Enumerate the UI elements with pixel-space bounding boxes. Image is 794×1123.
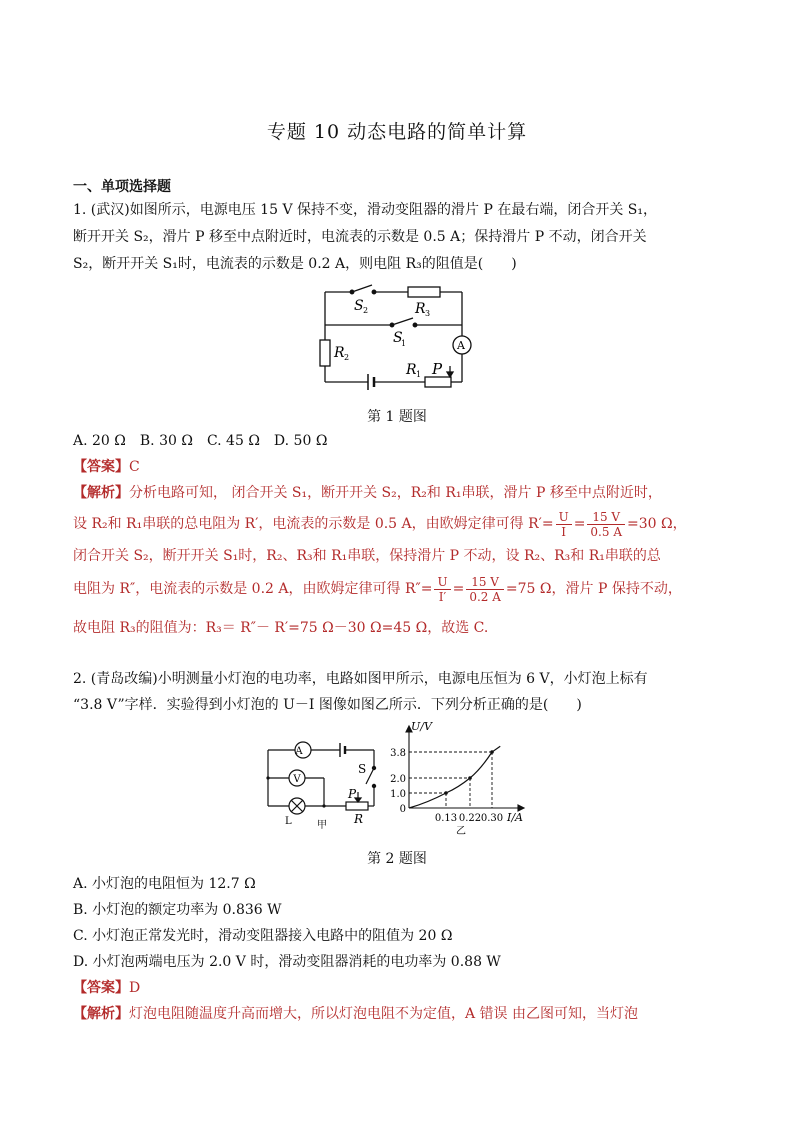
q1-analysis-line-2: 设 R₂和 R₁串联的总电阻为 R′，电流表的示数是 0.5 A，由欧姆定律可得 R′= $\frac{U}{I}$ = $\frac{15 V}{0.5 A}$ =30 Ω， xyxy=(73,509,687,539)
q1-fraction-values xyxy=(587,510,625,539)
q1-analysis-line-3: 闭合开关 S₂，断开开关 S₁时，R₂、R₃和 R₁串联，保持滑片 P 不动，设 R₂、R₃和 R₁串联的总 xyxy=(73,548,661,564)
q2-ammeter-label: A xyxy=(295,746,303,757)
q1-line-2: 断开开关 S₂，滑片 P 移至中点附近时，电流表的示数是 0.5 A；保持滑片 P 不动，闭合开关 xyxy=(73,229,647,245)
q2-lamp-label: L xyxy=(285,816,292,827)
frac-numerator: 15 V xyxy=(466,575,504,590)
q1-result-1: =30 Ω， xyxy=(627,516,687,532)
q2-ui-graph-yi xyxy=(390,718,530,835)
q1-result-2: =75 Ω，滑片 P 保持不动， xyxy=(505,581,682,597)
q1-analysis-tag: 【解析】 xyxy=(73,485,129,501)
y-tick-1.0: 1.0 xyxy=(390,789,406,800)
q2-x-axis-label: I/A xyxy=(507,811,523,824)
x-tick-0.22: 0.22 xyxy=(458,813,482,824)
q1-analysis-line-1 xyxy=(73,484,734,502)
q1-fraction-u-over-i-prime xyxy=(434,575,450,604)
q2-analysis-text: 灯泡电阻随温度升高而增大，所以灯泡电阻不为定值，A 错误 由乙图可知，当灯泡 xyxy=(129,1006,639,1022)
q1-label-r2-sub: 2 xyxy=(344,353,350,362)
data-point xyxy=(444,791,448,795)
q2-figure-jia-label: 甲 xyxy=(317,820,327,830)
q1-analysis-text-2: 设 R₂和 R₁串联的总电阻为 R′，电流表的示数是 0.5 A，由欧姆定律可得 R′= xyxy=(73,516,554,532)
x-tick-0.13: 0.13 xyxy=(434,813,458,824)
u-i-curve xyxy=(409,746,500,808)
x-tick-0.30: 0.30 xyxy=(480,813,504,824)
q2-slider-label: P xyxy=(348,787,357,801)
data-point xyxy=(468,776,472,780)
q1-circuit-diagram xyxy=(300,282,490,394)
q1-label-s2-sub: 2 xyxy=(363,306,369,315)
q1-options: A. 20 Ω B. 30 Ω C. 45 Ω D. 50 Ω xyxy=(73,433,328,449)
q2-switch-label: S xyxy=(358,762,367,776)
q1-fraction-u-over-i xyxy=(556,510,572,539)
q2-line-2: “3.8 V”字样．实验得到小灯泡的 U－I 图像如图乙所示．下列分析正确的是( ) xyxy=(73,697,582,713)
q1-analysis-line-4: 电阻为 R″，电流表的示数是 0.2 A，由欧姆定律可得 R″= $\frac{U}{I'}$ = $\frac{15 V}{0.2 A}$ =75 Ω，滑片 P 保持不动， xyxy=(73,574,682,604)
frac-denominator: 0.5 A xyxy=(590,524,622,539)
q1-label-r1: R xyxy=(406,362,417,378)
y-tick-3.8: 3.8 xyxy=(390,748,406,759)
frac-denominator: I′ xyxy=(438,589,447,604)
q2-option-b: B. 小灯泡的额定功率为 0.836 W xyxy=(73,902,282,918)
q1-analysis-text-4: 电阻为 R″，电流表的示数是 0.2 A，由欧姆定律可得 R″= xyxy=(73,581,433,597)
q2-voltmeter-label: V xyxy=(293,774,301,785)
q1-ammeter-label: A xyxy=(457,339,465,352)
q1-label-s2: S xyxy=(354,298,364,314)
q2-figure-caption: 第 2 题图 xyxy=(367,851,427,867)
q2-analysis-line-1 xyxy=(73,1005,734,1023)
q1-label-p: P xyxy=(432,360,443,378)
frac-denominator: I xyxy=(561,524,566,539)
q1-answer-tag: 【答案】 xyxy=(73,459,129,475)
q1-label-s1: S xyxy=(393,330,403,346)
data-point xyxy=(490,750,494,754)
q2-option-d: D. 小灯泡两端电压为 2.0 V 时，滑动变阻器消耗的电功率为 0.88 W xyxy=(73,954,501,970)
frac-denominator: 0.2 A xyxy=(469,589,501,604)
frac-numerator: 15 V xyxy=(587,510,625,525)
q1-answer: C xyxy=(129,459,140,475)
frac-numerator: U xyxy=(556,510,572,525)
y-tick-0: 0 xyxy=(399,804,406,815)
q2-figure-yi-label: 乙 xyxy=(456,826,466,835)
q2-answer: D xyxy=(129,980,141,996)
q2-rheostat-label: R xyxy=(354,812,364,826)
q1-analysis-line-5: 故电阻 R₃的阻值为：R₃＝ R″－ R′=75 Ω－30 Ω=45 Ω，故选 C. xyxy=(73,620,489,636)
q1-label-s1-sub: 1 xyxy=(401,339,407,348)
q2-circuit-diagram-jia xyxy=(262,738,387,830)
q1-answer-row xyxy=(73,458,734,476)
q2-analysis-tag: 【解析】 xyxy=(73,1006,129,1022)
page-title: 专题 10 动态电路的简单计算 xyxy=(266,121,528,143)
q2-option-a: A. 小灯泡的电阻恒为 12.7 Ω xyxy=(73,876,256,892)
q1-figure-caption: 第 1 题图 xyxy=(367,409,427,425)
section-heading: 一、单项选择题 xyxy=(73,179,171,195)
q1-label-r3-sub: 3 xyxy=(425,309,431,318)
q2-y-axis-label: U/V xyxy=(411,720,432,733)
q2-answer-tag: 【答案】 xyxy=(73,980,129,996)
q2-line-1: 2. (青岛改编)小明测量小灯泡的电功率，电路如图甲所示，电源电压恒为 6 V，小灯泡上标有 xyxy=(73,671,648,687)
q2-answer-row xyxy=(73,979,734,997)
q2-option-c: C. 小灯泡正常发光时，滑动变阻器接入电路中的阻值为 20 Ω xyxy=(73,928,453,944)
q1-label-r3: R xyxy=(415,301,426,317)
y-tick-2.0: 2.0 xyxy=(390,774,406,785)
frac-numerator: U xyxy=(434,575,450,590)
q1-fraction-values-2 xyxy=(466,575,504,604)
q1-line-3: S₂，断开开关 S₁时，电流表的示数是 0.2 A，则电阻 R₃的阻值是( ) xyxy=(73,256,517,272)
q1-label-r1-sub: 1 xyxy=(416,370,422,379)
q1-analysis-text-1: 分析电路可知， 闭合开关 S₁，断开开关 S₂，R₂和 R₁串联，滑片 P 移至中点附近时， xyxy=(129,485,662,501)
q1-label-r2: R xyxy=(334,345,345,361)
q1-line-1: 1. (武汉)如图所示，电源电压 15 V 保持不变，滑动变阻器的滑片 P 在最右端，闭合开关 S₁， xyxy=(73,202,657,218)
